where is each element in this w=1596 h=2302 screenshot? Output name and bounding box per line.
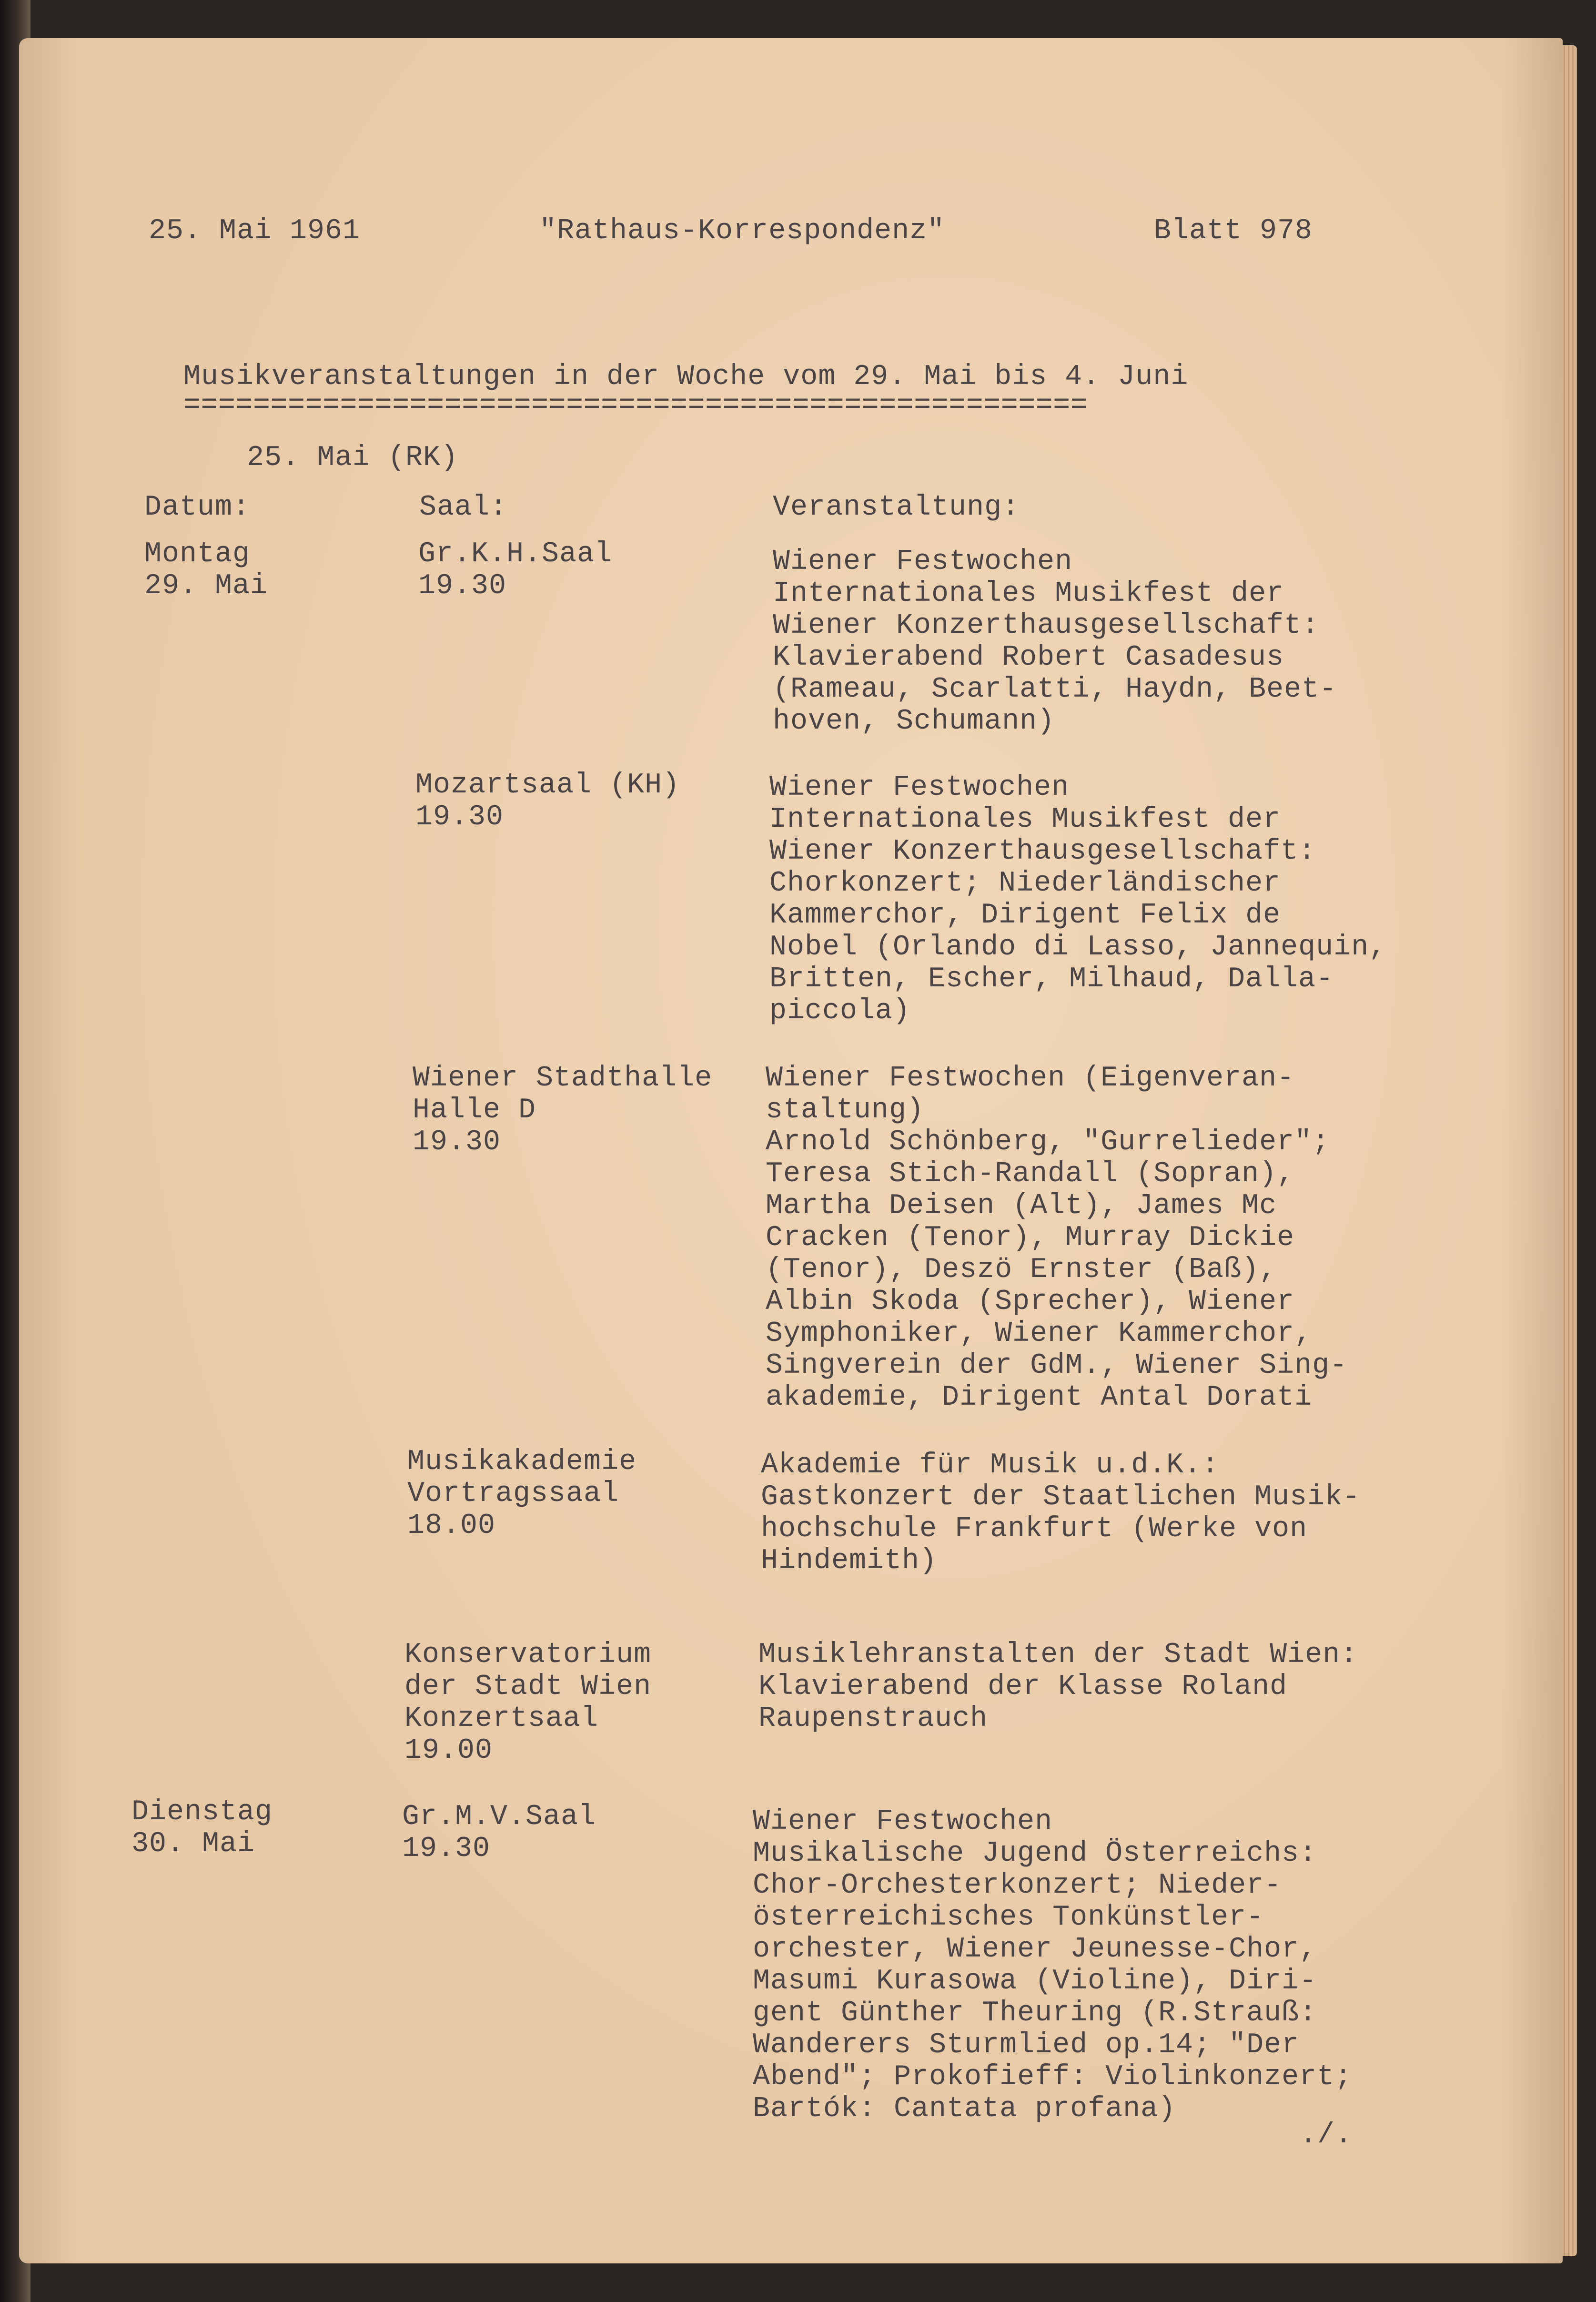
venue-cell: Musikakademie Vortragssaal 18.00 <box>407 1446 637 1542</box>
title-underline: ==================================================== <box>183 389 1088 422</box>
venue-cell: Gr.K.H.Saal 19.30 <box>418 538 613 602</box>
venue-cell: Gr.M.V.Saal 19.30 <box>402 1801 596 1865</box>
continuation-mark: ./. <box>1300 2119 1353 2151</box>
column-heading-date: Datum: <box>144 491 251 524</box>
header-publication: "Rathaus-Korrespondenz" <box>539 215 945 247</box>
column-heading-venue: Saal: <box>419 491 508 524</box>
document-page <box>19 38 1563 2263</box>
day-label: Montag 29. Mai <box>144 538 268 602</box>
dateline: 25. Mai (RK) <box>247 442 459 474</box>
venue-cell: Mozartsaal (KH) 19.30 <box>415 769 680 833</box>
header-date: 25. Mai 1961 <box>149 215 361 247</box>
event-cell: Akademie für Musik u.d.K.: Gastkonzert der Staatlichen Musik- hochschule Frankfurt (Werke von Hindemith) <box>761 1449 1361 1577</box>
event-cell: Wiener Festwochen Musikalische Jugend Österreichs: Chor-Orchesterkonzert; Nieder- österreichisches Tonkünstler- orchester, Wiener Jeunesse-Chor, Masumi Kurasowa (Violine), Diri- gent Günther Theuring (R.Strauß: Wanderers Sturmlied op.14; "Der Abend"; Prokofieff: Violinkonzert; Bartók: Cantata profana) <box>753 1805 1353 2125</box>
event-cell: Wiener Festwochen Internationales Musikfest der Wiener Konzerthausgesellschaft: Klavierabend Robert Casadesus (Rameau, Scarlatti, Haydn, Beet- hoven, Schumann) <box>773 546 1337 738</box>
header-sheet-number: Blatt 978 <box>1154 215 1313 247</box>
event-cell: Musiklehranstalten der Stadt Wien: Klavierabend der Klasse Roland Raupenstrauch <box>758 1639 1358 1735</box>
day-label: Dienstag 30. Mai <box>131 1796 273 1860</box>
event-cell: Wiener Festwochen (Eigenveran- staltung) Arnold Schönberg, "Gurrelieder"; Teresa Stich-Randall (Sopran), Martha Deisen (Alt), James Mc Cracken (Tenor), Murray Dickie (Tenor), Deszö Ernster (Baß), Albin Skoda (Sprecher), Wiener Symphoniker, Wiener Kammerchor, Singverein der GdM., Wiener Sing- akademie, Dirigent Antal Dorati <box>766 1062 1348 1414</box>
event-cell: Wiener Festwochen Internationales Musikfest der Wiener Konzerthausgesellschaft: Chorkonzert; Niederländischer Kammerchor, Dirigent Felix de Nobel (Orlando di Lasso, Jannequin, Britten, Escher, Milhaud, Dalla- piccola) <box>769 771 1387 1027</box>
page-title: Musikveranstaltungen in der Woche vom 29. Mai bis 4. Juni <box>183 361 1189 393</box>
venue-cell: Konservatorium der Stadt Wien Konzertsaal 19.00 <box>404 1639 652 1767</box>
column-heading-event: Veranstaltung: <box>773 491 1020 524</box>
venue-cell: Wiener Stadthalle Halle D 19.30 <box>413 1062 713 1158</box>
